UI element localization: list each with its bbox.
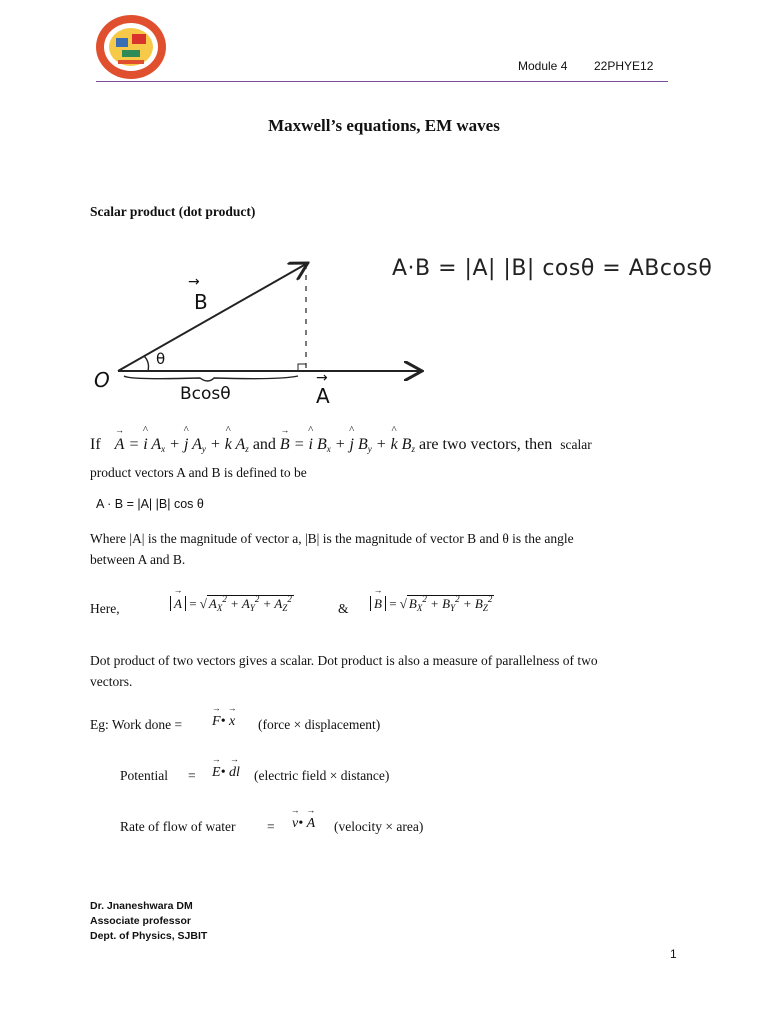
magnitude-A-formula: → A = √ $A_X^2 + A_Y^2 + A_Z^2$ <box>170 594 294 613</box>
parallel-line-2: vectors. <box>90 674 133 689</box>
label-A: A <box>316 384 330 408</box>
vector-B-line <box>118 264 306 371</box>
label-theta: θ <box>156 350 166 368</box>
example-flow-eq: = <box>267 819 275 834</box>
label-projection: Bcosθ <box>180 384 231 404</box>
handwritten-formula: A·B = |A| |B| cosθ = ABcosθ <box>392 256 713 281</box>
are-two-vectors-text: are two vectors, then <box>418 436 553 453</box>
parallel-line-1: Dot product of two vectors gives a scalar. Dot product is also a measure of parallelness of two <box>90 653 598 668</box>
if-word: If <box>90 436 101 453</box>
author-name: Dr. Jnaneshwara DM <box>90 900 193 912</box>
page-number: 1 <box>670 947 677 961</box>
example-work-formula: → F• → x <box>212 714 235 730</box>
and-word: and <box>252 436 276 453</box>
definition-line-2: product vectors A and B is defined to be <box>90 465 307 480</box>
example-potential-eq: = <box>188 768 196 783</box>
example-potential-note: (electric field × distance) <box>254 768 390 783</box>
label-origin: O <box>94 368 110 392</box>
here-label: Here, <box>90 601 120 616</box>
course-code: 22PHYE12 <box>594 59 654 73</box>
module-label: Module 4 <box>518 59 568 73</box>
label-A-arrow: → <box>316 370 328 386</box>
example-potential-formula: → E• → dl <box>212 765 240 781</box>
scalar-word: scalar <box>560 437 592 452</box>
author-role: Associate professor <box>90 915 191 927</box>
section-heading: Scalar product (dot product) <box>90 204 256 219</box>
example-work-label: Eg: Work done = <box>90 717 183 732</box>
ampersand: & <box>338 601 349 616</box>
where-line-2: between A and B. <box>90 552 186 567</box>
label-B-arrow: → <box>188 274 200 290</box>
dot-product-formula: A · B = |A| |B| cos θ <box>96 497 204 511</box>
vector-B-symbol: → B <box>280 436 290 454</box>
institution-logo <box>92 12 170 82</box>
example-flow-label: Rate of flow of water <box>120 819 236 834</box>
vector-A-symbol: → A <box>115 436 125 454</box>
where-line-1: Where |A| is the magnitude of vector a, |B| is the magnitude of vector B and θ is the angle <box>90 531 574 546</box>
example-flow-formula: → v• → A <box>292 816 315 832</box>
magnitude-B-formula: → B = √ $B_X^2 + B_Y^2 + B_Z^2$ <box>370 594 494 613</box>
header-rule <box>96 81 668 82</box>
example-work-note: (force × displacement) <box>258 717 381 732</box>
definition-line-1: If → A = ^ i $A_x$ + ^ j $A_y$ + ^ k $A_z$ and → B = ^ i $B_x$ + ^ j $B_y$ + ^ k $B_z$ are two vectors, then scalar <box>90 436 592 454</box>
example-flow-note: (velocity × area) <box>334 819 424 834</box>
page-title: Maxwell’s equations, EM waves <box>268 116 500 135</box>
author-dept: Dept. of Physics, SJBIT <box>90 930 208 942</box>
example-potential-label: Potential <box>120 768 168 783</box>
vector-diagram <box>90 250 430 410</box>
label-B: B <box>194 290 208 314</box>
